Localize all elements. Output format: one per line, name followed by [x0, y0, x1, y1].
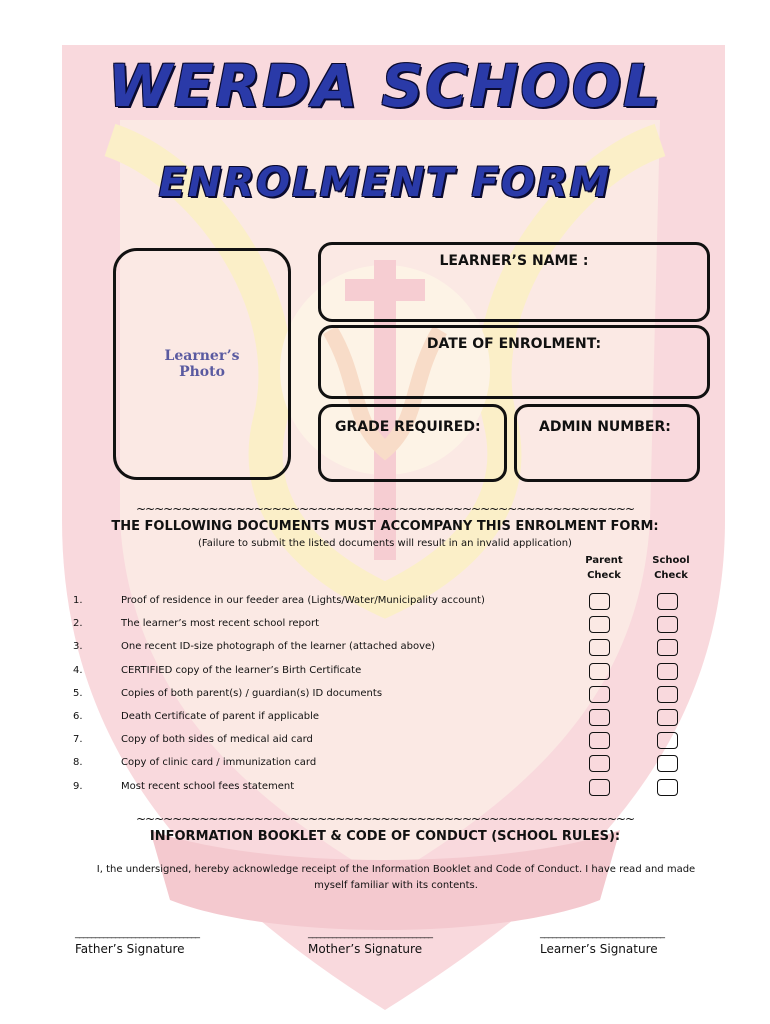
documents-note: (Failure to submit the listed documents will result in an invalid application)	[198, 538, 572, 549]
father-signature-label: Father’s Signature	[75, 942, 185, 956]
parent-check-box[interactable]	[589, 663, 610, 680]
document-row	[0, 593, 770, 611]
parent-check-box[interactable]	[589, 686, 610, 703]
document-number: 8.	[73, 757, 83, 769]
document-text: Proof of residence in our feeder area (Lights/Water/Municipality account)	[121, 595, 485, 606]
school-check-box[interactable]	[657, 732, 678, 749]
document-row	[0, 686, 770, 704]
father-signature-line[interactable]: _______________________________	[75, 928, 199, 939]
school-check-box[interactable]	[657, 663, 678, 680]
school-check-box[interactable]	[657, 709, 678, 726]
mother-signature-line[interactable]: _______________________________	[308, 928, 432, 939]
parent-check-header: Parent Check	[585, 555, 623, 581]
parent-check-box[interactable]	[589, 755, 610, 772]
document-number: 7.	[73, 734, 83, 746]
admin-number-field[interactable]	[514, 404, 700, 482]
parent-check-box[interactable]	[589, 732, 610, 749]
document-row	[0, 755, 770, 773]
parent-check-box[interactable]	[589, 616, 610, 633]
document-text: One recent ID-size photograph of the learner (attached above)	[121, 641, 436, 653]
parent-check-box[interactable]	[589, 779, 610, 796]
school-check-box[interactable]	[657, 593, 678, 610]
document-text: Copy of clinic card / immunization card	[121, 757, 317, 769]
school-name: WERDA SCHOOL	[108, 52, 662, 120]
documents-heading: THE FOLLOWING DOCUMENTS MUST ACCOMPANY THIS ENROLMENT FORM:	[111, 519, 659, 534]
photo-label: Learner’s Photo	[164, 348, 240, 380]
document-row	[0, 732, 770, 750]
learner-signature-line[interactable]: _______________________________	[540, 928, 664, 939]
conduct-separator: ~~~~~~~~~~~~~~~~~~~~~~~~~~~~~~~~~~~~~~~~~~~~~~~~~~~~~~~	[135, 812, 634, 826]
grade-required-field[interactable]	[318, 404, 507, 482]
grade-required-label: GRADE REQUIRED:	[335, 419, 481, 435]
parent-check-box[interactable]	[589, 709, 610, 726]
school-check-header: School Check	[652, 555, 690, 581]
date-of-enrolment-field[interactable]	[318, 325, 710, 399]
document-text: CERTIFIED copy of the learner’s Birth Certificate	[121, 664, 362, 676]
school-check-box[interactable]	[657, 755, 678, 772]
document-text: Copies of both parent(s) / guardian(s) ID documents	[121, 687, 383, 699]
document-row	[0, 709, 770, 727]
date-of-enrolment-label: DATE OF ENROLMENT:	[426, 336, 602, 352]
acknowledgement-text: I, the undersigned, hereby acknowledge receipt of the Information Booklet and Code of Conduct. I have read and made myself familiar with its contents.	[96, 864, 696, 891]
parent-check-box[interactable]	[589, 639, 610, 656]
school-check-box[interactable]	[657, 616, 678, 633]
document-number: 4.	[73, 664, 83, 676]
learner-signature-label: Learner’s Signature	[540, 942, 658, 956]
learner-photo-box[interactable]	[113, 248, 291, 480]
school-check-box[interactable]	[657, 686, 678, 703]
document-number: 9.	[73, 780, 83, 792]
learner-name-field[interactable]	[318, 242, 710, 322]
document-text: The learner’s most recent school report	[121, 618, 320, 630]
school-check-box[interactable]	[657, 779, 678, 796]
document-row	[0, 639, 770, 657]
learner-name-label: LEARNER’S NAME :	[439, 253, 589, 269]
document-number: 5.	[73, 687, 83, 699]
document-number: 3.	[73, 641, 83, 653]
document-text: Death Certificate of parent if applicable	[121, 711, 320, 722]
form-title: ENROLMENT FORM	[158, 160, 612, 206]
document-row	[0, 779, 770, 797]
parent-check-box[interactable]	[589, 593, 610, 610]
document-number: 2.	[73, 618, 83, 630]
document-row	[0, 616, 770, 634]
document-number: 6.	[73, 711, 83, 722]
conduct-heading: INFORMATION BOOKLET & CODE OF CONDUCT (SCHOOL RULES):	[149, 829, 621, 844]
document-row	[0, 663, 770, 681]
school-check-box[interactable]	[657, 639, 678, 656]
admin-number-label: ADMIN NUMBER:	[539, 419, 671, 435]
document-number: 1.	[73, 595, 83, 606]
document-text: Most recent school fees statement	[121, 780, 295, 792]
documents-separator: ~~~~~~~~~~~~~~~~~~~~~~~~~~~~~~~~~~~~~~~~~~~~~~~~~~~~~~~	[135, 502, 634, 516]
mother-signature-label: Mother’s Signature	[308, 942, 423, 956]
document-text: Copy of both sides of medical aid card	[121, 734, 313, 746]
